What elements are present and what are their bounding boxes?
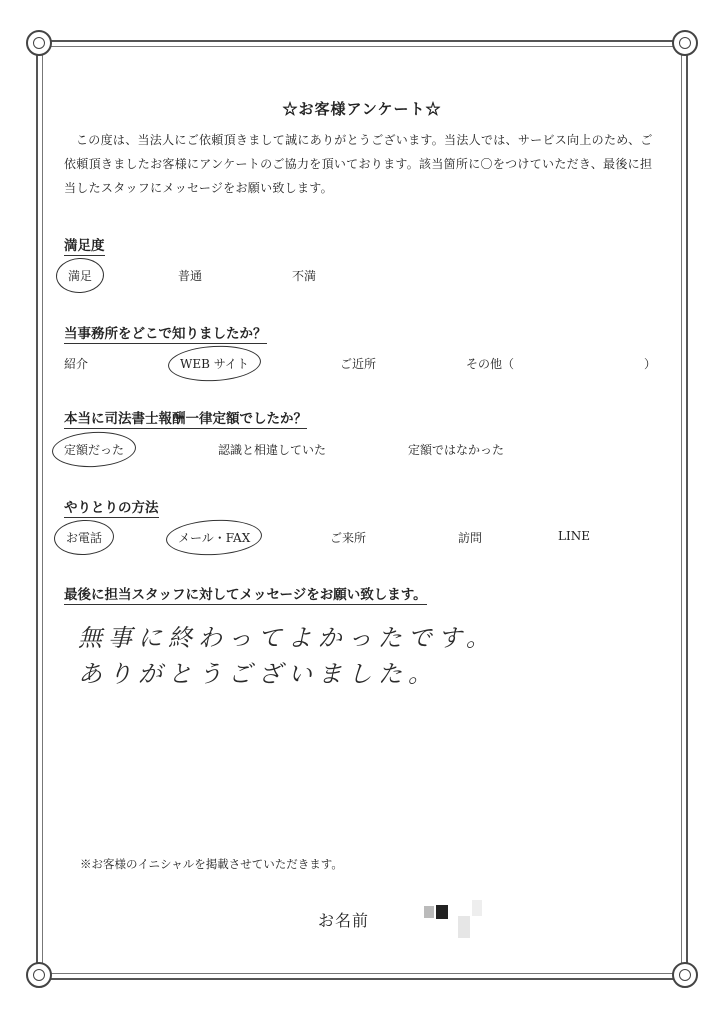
intro-text: この度は、当法人にご依頼頂きまして誠にありがとうございます。当法人では、サービス向上のため、ご依頼頂きましたお客様にアンケートのご協力を頂いております。該当箇所に〇をつけていただき、最後に担当したスタッフにメッセージをお願い致します。 (64, 133, 653, 195)
name-label: お名前 (318, 911, 370, 930)
q3-option-fixed[interactable]: 定額だった (64, 443, 125, 457)
q4-option-visit-office[interactable]: ご来所 (330, 531, 367, 545)
q1-option-normal[interactable]: 普通 (178, 269, 203, 283)
q2-option-referral[interactable]: 紹介 (64, 357, 89, 371)
q4-heading: やりとりの方法 (64, 496, 159, 518)
q2-option-neighborhood[interactable]: ご近所 (340, 357, 377, 371)
handwritten-message-line-2: ありがとうございました。 (78, 660, 438, 688)
initials-note: ※お客様のイニシャルを掲載させていただきます。 (80, 857, 343, 871)
corner-ornament-bottom-right (672, 962, 698, 988)
name-redaction-block (472, 900, 482, 916)
survey-title: ☆お客様アンケート☆ (282, 100, 442, 118)
q1-option-satisfied[interactable]: 満足 (68, 269, 93, 283)
q4-option-home-visit[interactable]: 訪問 (458, 531, 483, 545)
q1-option-unsatisfied[interactable]: 不満 (292, 269, 317, 283)
q2-option-other[interactable]: その他（ (466, 357, 515, 371)
q4-option-line[interactable]: LINE (558, 529, 590, 543)
q2-heading: 当事務所をどこで知りましたか？ (64, 322, 267, 344)
q1-heading: 満足度 (64, 234, 105, 256)
q2-option-website[interactable]: WEB サイト (180, 357, 249, 371)
q3-option-different[interactable]: 認識と相違していた (218, 443, 327, 457)
q5-heading: 最後に担当スタッフに対してメッセージをお願い致します。 (64, 583, 427, 605)
q3-option-not-fixed[interactable]: 定額ではなかった (408, 443, 505, 457)
name-redaction-block (458, 916, 470, 938)
corner-ornament-top-left (26, 30, 52, 56)
corner-ornament-top-right (672, 30, 698, 56)
q4-option-mail-fax[interactable]: メール・FAX (178, 531, 251, 545)
q3-heading: 本当に司法書士報酬一律定額でしたか？ (64, 407, 307, 429)
q2-option-other-close: ） (644, 357, 657, 371)
q4-option-phone[interactable]: お電話 (66, 531, 103, 545)
corner-ornament-bottom-left (26, 962, 52, 988)
name-redaction-block (424, 906, 434, 918)
name-redaction-block (436, 905, 448, 919)
handwritten-message-line-1: 無事に終わってよかったです。 (78, 624, 496, 652)
